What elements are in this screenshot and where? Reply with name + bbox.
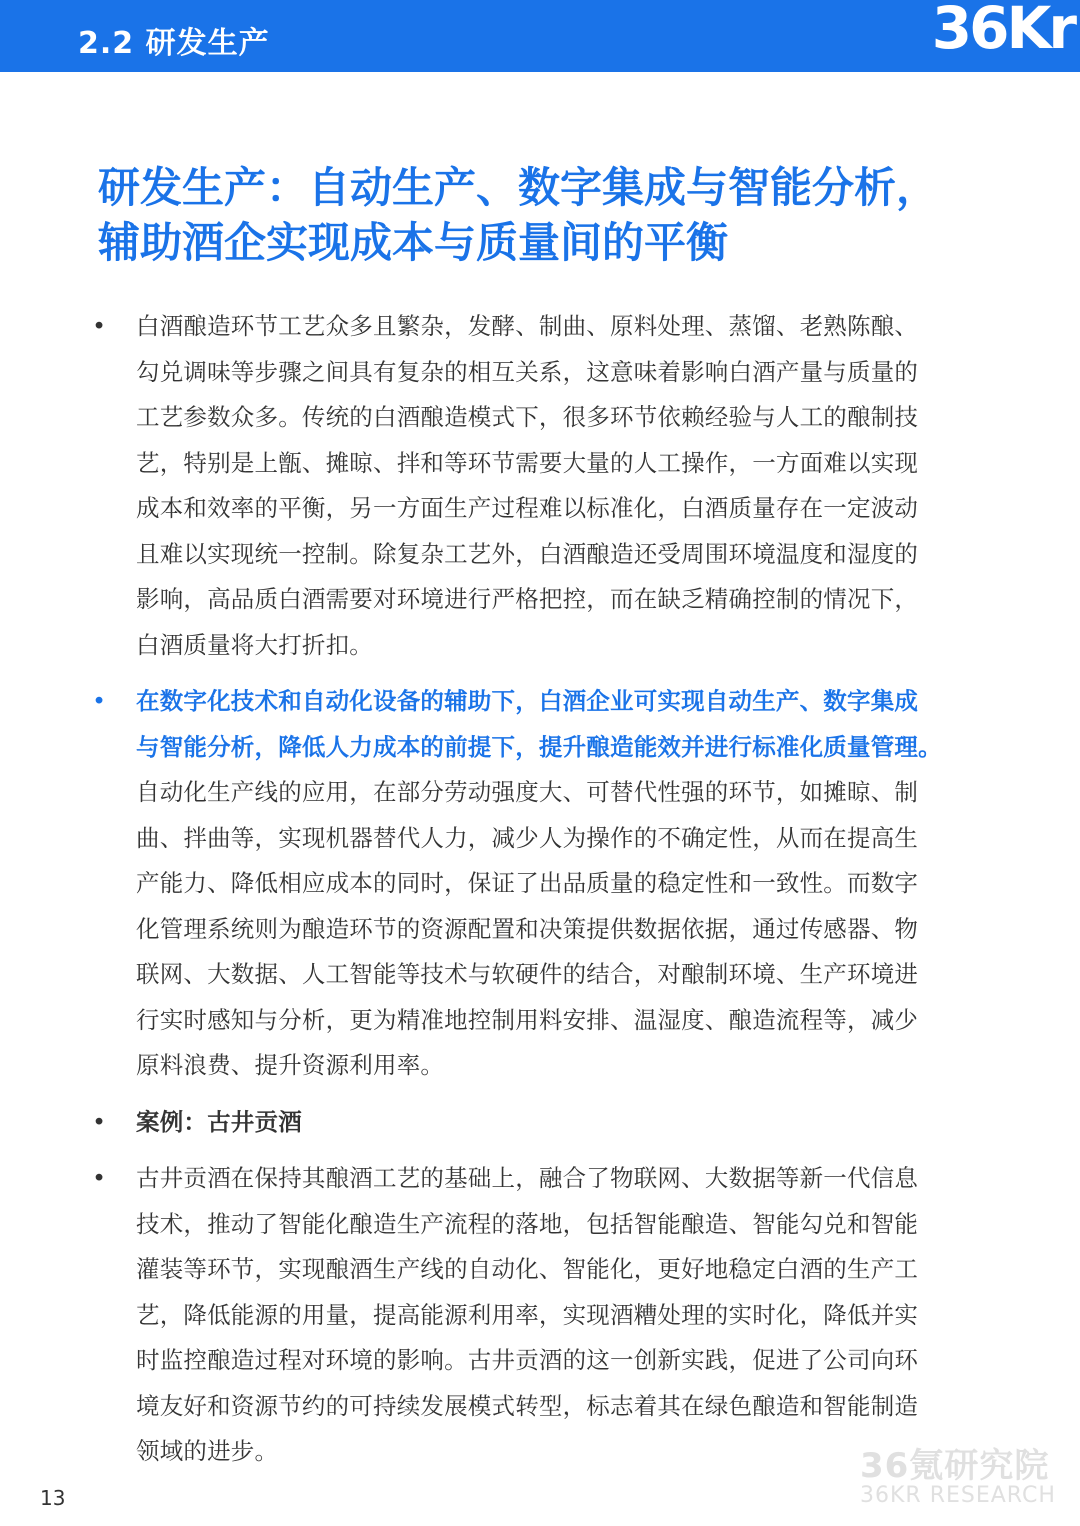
text-line: 工艺参数众多。传统的白酒酿造模式下，很多环节依赖经验与人工的酿制技: [136, 403, 919, 431]
bullet-dot: •: [92, 312, 106, 340]
text-line: 产能力、降低相应成本的同时，保证了出品质量的稳定性和一致性。而数字: [136, 869, 919, 897]
highlight-line: 在数字化技术和自动化设备的辅助下，白酒企业可实现自动生产、数字集成: [136, 687, 919, 715]
text-line: 境友好和资源节约的可持续发展模式转型，标志着其在绿色酿造和智能制造: [136, 1391, 919, 1420]
case-heading: 案例：古井贡酒: [136, 1107, 302, 1136]
bullet-dot: •: [92, 1107, 106, 1136]
text-line: 自动化生产线的应用，在部分劳动强度大、可替代性强的环节，如摊晾、制: [136, 778, 919, 806]
bullet-dot: •: [92, 687, 106, 715]
text-line: 时监控酿造过程对环境的影响。古井贡酒的这一创新实践，促进了公司向环: [136, 1346, 919, 1374]
bullet-paragraph-3: [92, 1156, 984, 1475]
text-line: 艺，降低能源的用量，提高能源利用率，实现酒糟处理的实时化，降低并实: [136, 1300, 919, 1329]
text-line: 影响，高品质白酒需要对环境进行严格把控，而在缺乏精确控制的情况下，: [136, 585, 919, 613]
text-line: 联网、大数据、人工智能等技术与软硬件的结合，对酿制环境、生产环境进: [136, 960, 919, 988]
text-line: 化管理系统则为酿造环节的资源配置和决策提供数据依据，通过传感器、物: [136, 914, 919, 943]
page-title: [98, 160, 998, 270]
watermark: [860, 1438, 1060, 1508]
text-line: 曲、拌曲等，实现机器替代人力，减少人为操作的不确定性，从而在提高生: [136, 823, 919, 852]
title-line-1: 研发生产：自动生产、数字集成与智能分析，: [98, 163, 939, 212]
body-content: [92, 304, 984, 1486]
header-bar: [0, 0, 1080, 72]
logo-text: 36Kr: [931, 0, 1074, 62]
text-line: 古井贡酒在保持其酿酒工艺的基础上，融合了物联网、大数据等新一代信息: [136, 1164, 919, 1192]
text-line: 白酒质量将大打折扣。: [136, 630, 373, 659]
text-line: 白酒酿造环节工艺众多且繁杂，发酵、制曲、原料处理、蒸馏、老熟陈酿、: [136, 312, 919, 340]
title-line-2: 辅助酒企实现成本与质量间的平衡: [98, 218, 729, 267]
highlight-line: 与智能分析，降低人力成本的前提下，提升酿造能效并进行标准化质量管理。: [136, 732, 942, 761]
text-line: 领域的进步。: [136, 1437, 279, 1465]
watermark-cn: 36氪研究院: [860, 1446, 1050, 1486]
bullet-dot: •: [92, 1164, 106, 1192]
text-line: 成本和效率的平衡，另一方面生产过程难以标准化，白酒质量存在一定波动: [136, 494, 919, 522]
bullet-paragraph-1: [92, 304, 984, 668]
text-line: 且难以实现统一控制。除复杂工艺外，白酒酿造还受周围环境温度和湿度的: [136, 539, 919, 568]
text-line: 行实时感知与分析，更为精准地控制用料安排、温湿度、酿造流程等，减少: [136, 1005, 919, 1034]
page-number: 13: [40, 1486, 66, 1510]
bullet-case-heading: [92, 1100, 984, 1146]
text-line: 技术，推动了智能化酿造生产流程的落地，包括智能酿造、智能勾兑和智能: [136, 1209, 919, 1238]
text-line: 艺，特别是上甑、摊晾、拌和等环节需要大量的人工操作，一方面难以实现: [136, 448, 919, 477]
text-line: 勾兑调味等步骤之间具有复杂的相互关系，这意味着影响白酒产量与质量的: [136, 357, 919, 386]
watermark-en: 36KR RESEARCH: [860, 1483, 1056, 1508]
logo-36kr: [931, 0, 1080, 72]
text-line: 原料浪费、提升资源利用率。: [136, 1051, 445, 1079]
text-line: 灌装等环节，实现酿酒生产线的自动化、智能化，更好地稳定白酒的生产工: [136, 1255, 919, 1283]
bullet-paragraph-2: [92, 679, 984, 1089]
section-label: 2.2 研发生产: [78, 26, 270, 61]
